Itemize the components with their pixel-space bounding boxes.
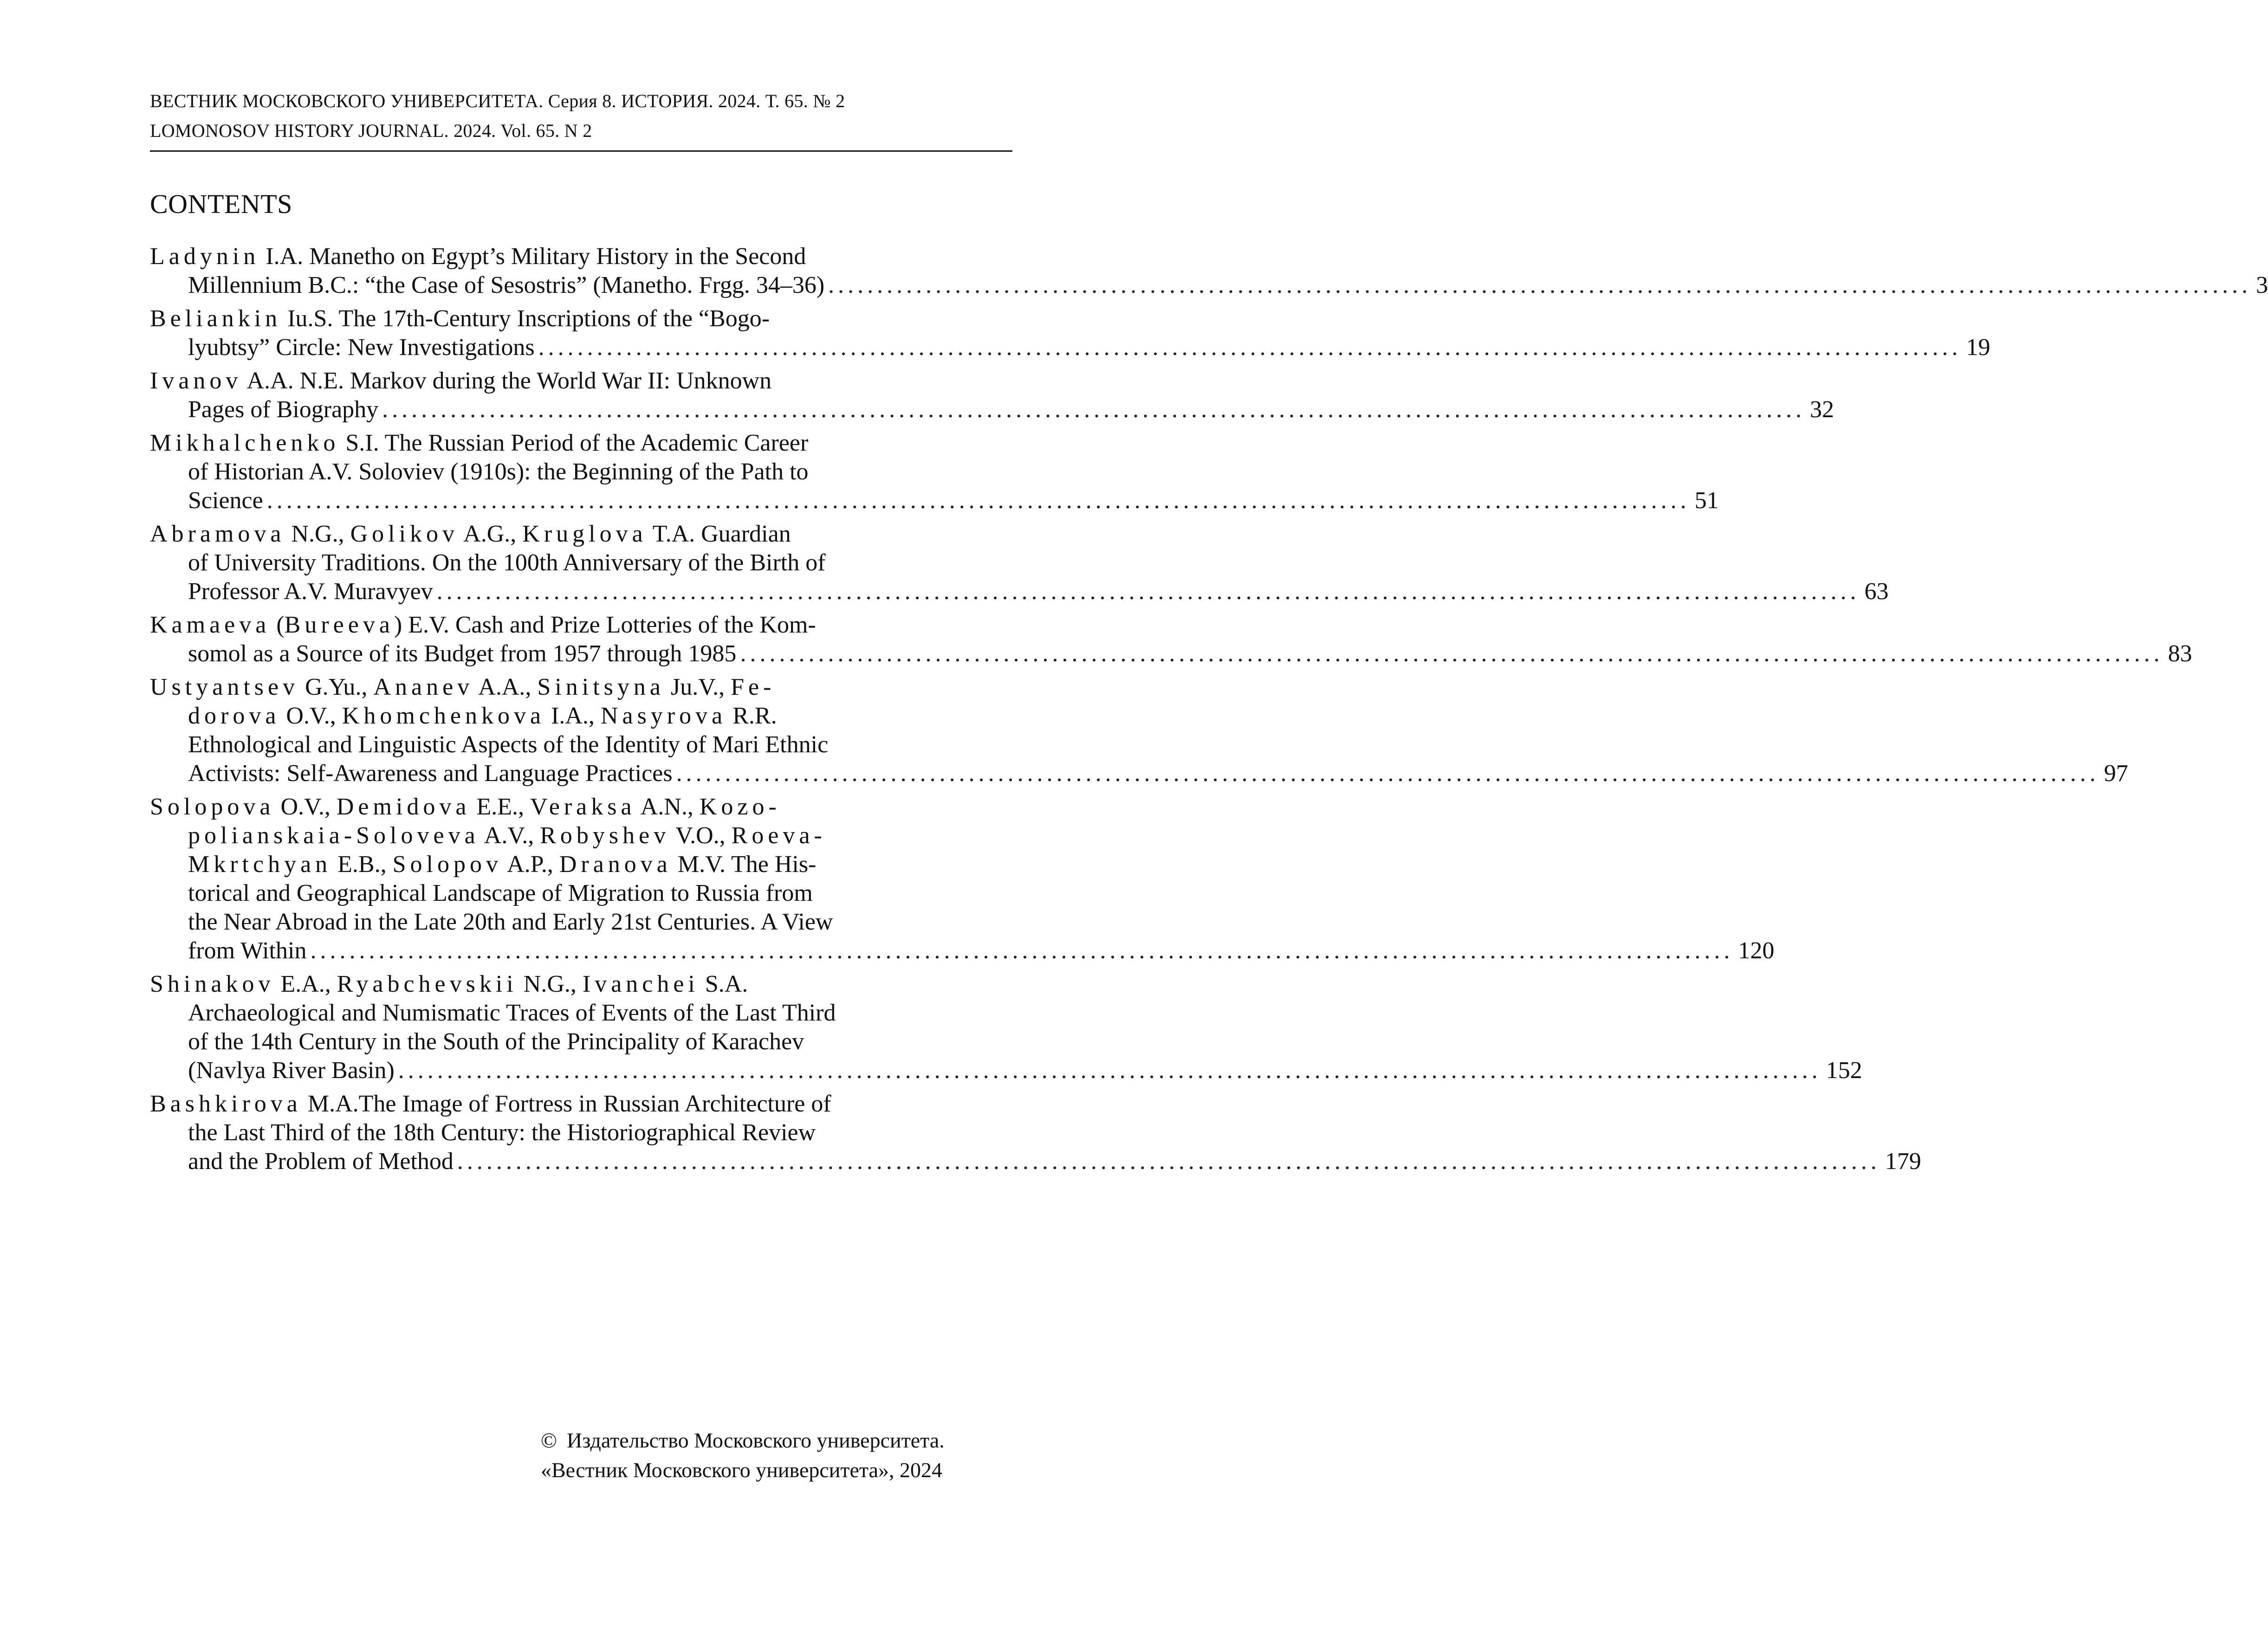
entry-text: the Near Abroad in the Late 20th and Early 21st Centuries. A View <box>188 909 833 935</box>
toc-entry <box>150 429 1719 515</box>
entry-text: ( <box>270 612 285 638</box>
entry-text: S.I. The Russian Period of the Academic Career <box>339 430 809 456</box>
author-name: Nasyrova <box>600 703 727 729</box>
author-name: Ustyantsev <box>150 674 299 700</box>
copyright-line-1 <box>541 1426 945 1455</box>
toc-entry-line <box>150 520 893 549</box>
author-name: Ladynin <box>150 243 260 270</box>
author-name: Fe- <box>731 674 776 700</box>
author-name: Ryabchevskii <box>337 971 518 997</box>
entry-text: E.E., <box>470 794 530 820</box>
toc-entry-line <box>150 367 893 395</box>
page-number: 152 <box>1826 1057 1862 1084</box>
dot-leader: .................................................................................................................................................. <box>457 1148 1880 1175</box>
toc-entry-last-line <box>150 486 1719 515</box>
toc-entry-line <box>150 1118 931 1147</box>
entry-text: A.P., <box>502 851 559 878</box>
toc-entry-last-line <box>150 759 2128 788</box>
entry-text: G.Yu., <box>299 674 374 700</box>
running-header <box>150 86 1012 146</box>
toc-entry-line <box>150 458 931 486</box>
entry-text: from Within <box>188 937 307 964</box>
toc-entry-last-line <box>150 577 1889 606</box>
toc-entry-line <box>150 611 893 640</box>
entry-text: somol as a Source of its Budget from 1957 through 1985 <box>188 640 737 667</box>
author-name: Mikhalchenko <box>150 430 340 456</box>
author-name: Kamaeva <box>150 612 271 638</box>
toc-entry-line <box>150 673 893 702</box>
entry-text: (Navlya River Basin) <box>188 1057 395 1084</box>
entry-text: Iu.S. The 17th-Century Inscriptions of the “Bogo- <box>281 305 770 332</box>
author-name: Ivanov <box>150 368 242 394</box>
author-name: Roeva- <box>731 822 826 849</box>
toc-entry <box>150 793 1775 965</box>
entry-text: E.A., <box>274 971 337 997</box>
toc-entry-last-line <box>150 1056 1862 1085</box>
dot-leader: .................................................................................................................................................. <box>266 487 1690 514</box>
dot-leader: .................................................................................................................................................. <box>538 334 1962 361</box>
toc-entry-line <box>150 821 931 850</box>
entry-text: E.B., <box>331 851 393 878</box>
dot-leader: .................................................................................................................................................. <box>740 640 2164 667</box>
entry-text: lyubtsy” Circle: New Investigations <box>188 334 535 361</box>
entry-text: A.G., <box>459 521 523 547</box>
entry-text: O.V., <box>274 794 337 820</box>
toc-entry-line <box>150 879 931 908</box>
entry-text: I.A. Manetho on Egypt’s Military History in the Second <box>259 243 806 270</box>
author-name: Shinakov <box>150 971 275 997</box>
entry-text: M.A.The Image of Fortress in Russian Architecture of <box>301 1091 831 1117</box>
toc-entry <box>150 1090 1921 1176</box>
page-number: 19 <box>1966 334 1990 361</box>
author-name: Demidova <box>336 794 471 820</box>
entry-text: Millennium B.C.: “the Case of Sesostris” (Manetho. Frgg. 34–36) <box>188 272 825 298</box>
entry-text: Professor A.V. Muravyev <box>188 578 433 605</box>
entry-text: Archaeological and Numismatic Traces of Events of the Last Third <box>188 1000 836 1026</box>
header-english-line: LOMONOSOV HISTORY JOURNAL. 2024. Vol. 65. N 2 <box>150 120 592 141</box>
entry-text: and the Problem of Method <box>188 1148 454 1175</box>
entry-text: T.A. Guardian <box>647 521 791 547</box>
page-number: 32 <box>1810 396 1834 423</box>
author-name: dorova <box>188 703 280 729</box>
toc-entry <box>150 970 1862 1085</box>
toc-entry-line <box>150 429 893 458</box>
author-name: Ivanchei <box>582 971 699 997</box>
toc-entry-last-line <box>150 333 1990 362</box>
toc-entry-last-line <box>150 1147 1921 1176</box>
toc-entry-line <box>150 1027 931 1056</box>
entry-text: ) E.V. Cash and Prize Lotteries of the Kom- <box>394 612 816 638</box>
entry-text: V.O., <box>670 822 732 849</box>
toc-entry-last-line <box>150 640 2192 668</box>
toc-entry-line <box>150 304 893 333</box>
page-number: 120 <box>1738 937 1775 964</box>
author-name: Robyshev <box>540 822 670 849</box>
toc-entry-line <box>150 702 931 730</box>
dot-leader: .................................................................................................................................................. <box>310 937 1734 964</box>
author-name: Mkrtchyan <box>188 851 332 878</box>
copyright-publisher: Издательство Московского университета. <box>567 1428 945 1452</box>
author-name: Khomchenkova <box>342 703 545 729</box>
entry-text: of the 14th Century in the South of the Principality of Karachev <box>188 1028 804 1055</box>
toc-entry <box>150 673 2128 788</box>
entry-text: A.A. N.E. Markov during the World War II: Unknown <box>242 368 772 394</box>
author-name: Golikov <box>350 521 459 547</box>
entry-text: A.V., <box>479 822 540 849</box>
entry-text: O.V., <box>280 703 342 729</box>
toc-entry-line <box>150 970 893 999</box>
author-name: Beliankin <box>150 305 282 332</box>
dot-leader: .................................................................................................................................................. <box>828 272 2252 298</box>
author-name: Solopov <box>392 851 502 878</box>
author-name: Solopova <box>150 794 275 820</box>
toc-entry <box>150 520 1889 606</box>
entry-text: N.G., <box>517 971 583 997</box>
header-russian-line: ВЕСТНИК МОСКОВСКОГО УНИВЕРСИТЕТА. Серия 8. ИСТОРИЯ. 2024. Т. 65. № 2 <box>150 90 845 111</box>
entry-text: I.A., <box>545 703 601 729</box>
toc-entry-line <box>150 1090 893 1118</box>
dot-leader: .................................................................................................................................................. <box>436 578 1860 605</box>
copyright-line-2: «Вестник Московского университета», 2024 <box>541 1458 943 1482</box>
author-name: Veraksa <box>530 794 636 820</box>
toc-entry <box>150 304 1990 362</box>
toc-entry-line <box>150 999 931 1027</box>
entry-text: torical and Geographical Landscape of Migration to Russia from <box>188 880 813 906</box>
entry-text: Pages of Biography <box>188 396 379 423</box>
toc-entry-line <box>150 793 893 821</box>
author-name: Kruglova <box>522 521 647 547</box>
author-name: Ananev <box>373 674 474 700</box>
page-number: 97 <box>2104 760 2128 787</box>
toc-entry-last-line <box>150 937 1775 965</box>
page-number: 3 <box>2256 272 2268 298</box>
author-name: Kozo- <box>699 794 781 820</box>
toc-entry-line <box>150 908 931 937</box>
entry-text: of University Traditions. On the 100th Anniversary of the Birth of <box>188 549 826 576</box>
author-name: Dranova <box>559 851 672 878</box>
toc-entry-line <box>150 730 931 759</box>
dot-leader: .................................................................................................................................................. <box>382 396 1806 423</box>
author-name: Bashkirova <box>150 1091 302 1117</box>
page-number: 51 <box>1694 487 1719 514</box>
author-name: Bureeva <box>284 612 394 638</box>
page-number: 179 <box>1885 1148 1921 1175</box>
entry-text: Activists: Self-Awareness and Language Practices <box>188 760 673 787</box>
entry-text: of Historian A.V. Soloviev (1910s): the Beginning of the Path to <box>188 459 809 485</box>
author-name: Sinitsyna <box>537 674 665 700</box>
toc-entry-line <box>150 242 893 271</box>
toc-entry <box>150 367 1834 424</box>
page-number: 83 <box>2168 640 2192 667</box>
entry-text: R.R. <box>726 703 777 729</box>
toc-entry-last-line <box>150 271 2268 300</box>
toc-entry <box>150 242 2268 300</box>
entry-text: M.V. The His- <box>671 851 816 878</box>
dot-leader: .................................................................................................................................................. <box>676 760 2100 787</box>
toc-entry-last-line <box>150 395 1834 424</box>
entry-text: N.G., <box>285 521 350 547</box>
toc-entry-line <box>150 549 931 577</box>
dot-leader: .................................................................................................................................................. <box>398 1057 1821 1084</box>
toc-entry-line <box>150 850 931 879</box>
entry-text: Ethnological and Linguistic Aspects of the Identity of Mari Ethnic <box>188 731 829 758</box>
table-of-contents <box>150 242 2268 1181</box>
entry-text: the Last Third of the 18th Century: the Historiographical Review <box>188 1119 816 1146</box>
copyright-symbol: © <box>541 1428 557 1452</box>
page-title: CONTENTS <box>150 189 292 219</box>
entry-text: A.N., <box>635 794 700 820</box>
entry-text: S.A. <box>699 971 748 997</box>
author-name: polianskaia-Soloveva <box>188 822 480 849</box>
entry-text: Science <box>188 487 263 514</box>
header-divider <box>150 150 1012 152</box>
copyright-notice <box>541 1426 945 1485</box>
entry-text: A.A., <box>473 674 538 700</box>
toc-entry <box>150 611 2192 668</box>
author-name: Abramova <box>150 521 285 547</box>
entry-text: Ju.V., <box>664 674 731 700</box>
page-number: 63 <box>1864 578 1889 605</box>
